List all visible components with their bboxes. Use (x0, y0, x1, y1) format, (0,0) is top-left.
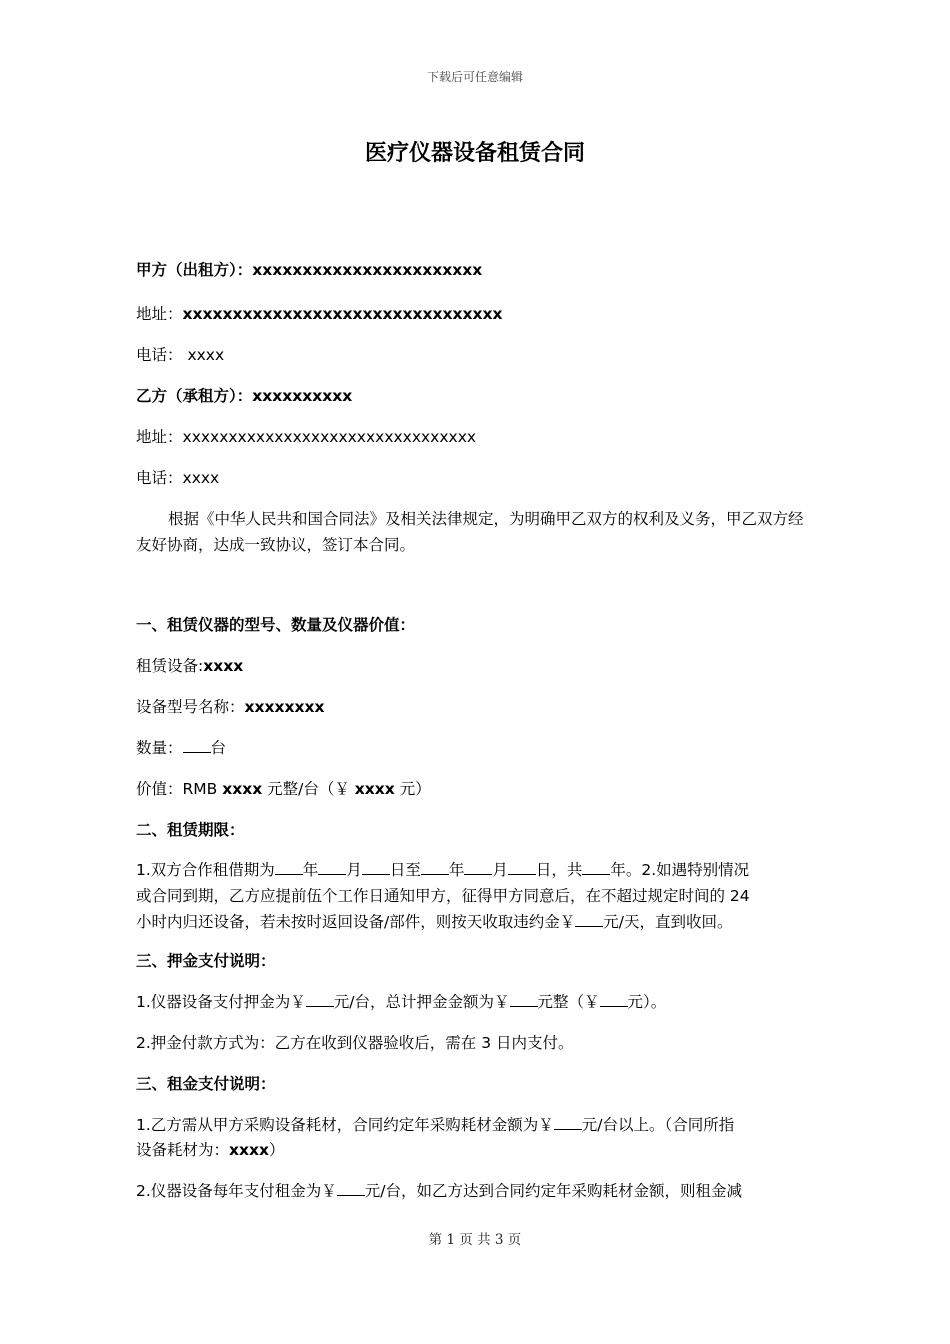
model-value: xxxxxxxx (244, 698, 325, 716)
rent-fee-blank (337, 1181, 365, 1196)
value-line (136, 776, 816, 802)
party-a-name: xxxxxxxxxxxxxxxxxxxxxxx (252, 261, 483, 279)
quantity-unit: 台 (210, 739, 227, 757)
party-b-address: xxxxxxxxxxxxxxxxxxxxxxxxxxxxxxxx (182, 428, 477, 446)
consumables-value: xxxx (229, 1141, 270, 1159)
party-a-address-label: 地址： (136, 305, 183, 323)
equipment-line (136, 653, 816, 679)
party-a-phone-label: 电话： (136, 346, 183, 364)
deposit-text-b: 元/台，总计押金金额为￥ (333, 993, 510, 1011)
quantity-blank (183, 738, 211, 753)
term-text-a: 1.双方合作租借期为 (136, 861, 275, 879)
party-b-phone: xxxx (182, 469, 220, 487)
party-a-phone: xxxx (182, 346, 225, 364)
value-amount: xxxx (222, 780, 263, 798)
rent-fee-text-a: 2.仪器设备每年支付租金为￥ (136, 1182, 337, 1200)
party-a-phone-line (136, 342, 816, 368)
term-text-e: 年 (448, 861, 465, 879)
rent-blank (554, 1115, 582, 1130)
party-b-phone-line (136, 465, 816, 491)
value-mid: 元整/台（￥ (262, 780, 355, 798)
rent-line-2-a: 设备耗材为： (136, 1141, 230, 1159)
section-3-heading: 三、押金支付说明： (136, 952, 276, 970)
party-a-address: xxxxxxxxxxxxxxxxxxxxxxxxxxxxxxxx (182, 305, 503, 323)
term-blank (275, 860, 303, 875)
rent-text-a: 1.乙方需从甲方采购设备耗材，合同约定年采购耗材金额为￥ (136, 1116, 554, 1134)
party-b-address-label: 地址： (136, 428, 183, 446)
term-blank (508, 860, 536, 875)
party-b-address-line (136, 424, 816, 450)
term-blank (421, 860, 449, 875)
deposit-text-c: 元整（￥ (537, 993, 600, 1011)
term-text-g: 日，共 (535, 861, 583, 879)
model-label: 设备型号名称： (136, 698, 245, 716)
document-title: 医疗仪器设备租赁合同 (364, 141, 585, 166)
equipment-label: 租赁设备: (136, 657, 204, 675)
value-end: 元） (394, 780, 431, 798)
value-label: 价值：RMB (136, 780, 223, 798)
rent-text-b: 元/台以上。（合同所指 (581, 1116, 735, 1134)
term-line-2: 或合同到期，乙方应提前伍个工作日通知甲方，征得甲方同意后，在不超过规定时间的 24 (136, 887, 750, 905)
party-b-phone-label: 电话： (136, 469, 183, 487)
section-2-heading: 二、租赁期限： (136, 821, 245, 839)
term-text-b: 年 (302, 861, 319, 879)
model-line (136, 694, 816, 720)
deposit-payment-line: 2.押金付款方式为：乙方在收到仪器验收后，需在 3 日内支付。 (136, 1034, 574, 1052)
section-4-heading: 三、租金支付说明： (136, 1075, 276, 1093)
term-text-f: 月 (492, 861, 508, 879)
term-line-3 (136, 909, 816, 935)
term-blank (362, 860, 390, 875)
term-text-h: 年。2.如遇特别情况 (610, 861, 750, 879)
term-blank (464, 860, 492, 875)
term-text-d: 日至 (389, 861, 421, 879)
quantity-label: 数量： (136, 739, 183, 757)
party-b-label: 乙方（承租方）： (136, 387, 253, 405)
page-header-note: 下载后可任意编辑 (426, 70, 523, 84)
party-b-name: xxxxxxxxxx (252, 387, 353, 405)
party-a-address-line (136, 301, 816, 327)
term-text-c: 月 (346, 861, 362, 879)
party-b-line (136, 383, 816, 409)
term-line-1 (136, 857, 816, 883)
intro-paragraph: 根据《中华人民共和国合同法》及相关法律规定，为明确甲乙双方的权利及义务，甲乙双方经友好协商，达成一致协议，签订本合同。 (136, 510, 804, 554)
deposit-text-a: 1.仪器设备支付押金为￥ (136, 993, 306, 1011)
rent-line-2 (136, 1137, 816, 1163)
term-line-3-b: 元/天，直到收回。 (603, 913, 733, 931)
value-amount-2: xxxx (354, 780, 395, 798)
party-a-line (136, 257, 816, 283)
rent-line-1 (136, 1112, 816, 1138)
penalty-blank (575, 912, 603, 927)
rent-fee-text-b: 元/台，如乙方达到合同约定年采购耗材金额，则租金减 (364, 1182, 743, 1200)
quantity-line (136, 735, 816, 761)
term-line-3-a: 小时内归还设备，若未按时返回设备/部件，则按天收取违约金￥ (136, 913, 576, 931)
term-blank (582, 860, 610, 875)
term-blank (318, 860, 346, 875)
equipment-value: xxxx (203, 657, 244, 675)
deposit-text-d: 元）。 (627, 993, 667, 1011)
section-1-heading: 一、租赁仪器的型号、数量及仪器价值： (136, 616, 416, 634)
page-footer-number: 第 1 页 共 3 页 (428, 1232, 522, 1248)
deposit-blank (306, 992, 334, 1007)
deposit-blank (510, 992, 538, 1007)
deposit-line (136, 989, 816, 1015)
party-a-label: 甲方（出租方）： (136, 261, 253, 279)
rent-line-2-c: ） (269, 1141, 285, 1159)
rent-line-3 (136, 1178, 816, 1204)
deposit-blank (600, 992, 628, 1007)
